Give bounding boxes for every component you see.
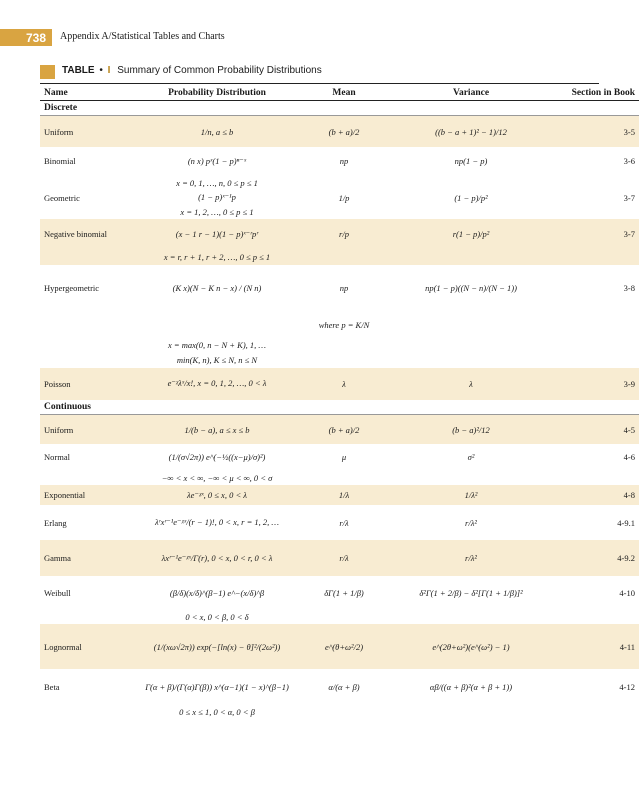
table-row [40,505,639,540]
row-mean [294,250,394,265]
row-variance: αβ/((α + β)²(α + β + 1)) [429,682,513,693]
table-row [40,368,639,400]
row-section: 4-6 [623,452,635,463]
row-name: Hypergeometric [44,283,100,294]
row-mean: e^(θ+ω²/2) [294,624,394,669]
caption-label: TABLE [62,65,95,76]
table-row [40,176,639,190]
row-section: 4-11 [548,624,639,669]
row-variance: σ² [467,452,475,463]
distribution-table [40,86,635,719]
row-variance [394,470,548,485]
row-mean: r/λ [339,517,349,528]
row-variance: np(1 − p)((N − n)/(N − 1)) [425,283,517,294]
row-section: 4-8 [548,485,639,505]
row-variance: ((b − a + 1)² − 1)/12 [394,116,548,147]
row-distribution: 0 ≤ x ≤ 1, 0 < α, 0 < β [179,707,255,718]
table-row [40,250,639,265]
row-mean: where p = K/N [318,319,370,330]
row-section [548,352,639,368]
table-row [40,312,639,338]
row-distribution: 0 < x, 0 < β, 0 < δ [185,612,249,623]
table-row [40,610,639,624]
row-section [548,250,639,265]
col-mean: Mean [332,88,356,98]
row-variance [394,705,548,719]
row-distribution: −∞ < x < ∞, −∞ < μ < ∞, 0 < σ [161,472,273,483]
row-distribution: 1/(b − a), a ≤ x ≤ b [140,414,294,444]
page-number: 738 [0,29,52,46]
row-section: 4-12 [619,682,635,693]
table-caption [40,63,600,81]
row-name: Poisson [40,368,140,400]
table-row [40,485,639,505]
row-distribution: (1/(xω√2π)) exp(−[ln(x) − θ]²/(2ω²)) [140,624,294,669]
row-mean: δΓ(1 + 1/β) [324,588,364,599]
row-distribution: e⁻ᵡλˣ/x!, x = 0, 1, 2, …, 0 < λ [140,368,294,400]
row-variance [394,250,548,265]
row-distribution: (n x) pˣ(1 − p)ⁿ⁻ˣ [187,155,247,166]
table-row [40,265,639,312]
row-distribution: λxʳ⁻¹e⁻ᵡˣ/Γ(r), 0 < x, 0 < r, 0 < λ [140,540,294,576]
row-name [40,352,140,368]
row-name: Erlang [44,517,67,528]
row-name: Geometric [44,192,80,203]
table-top-rule [40,83,599,84]
table-row [40,576,639,610]
row-distribution: (K x)(N − K n − x) / (N n) [172,283,262,294]
row-name: Gamma [40,540,140,576]
row-variance: 1/λ² [394,485,548,505]
row-section [548,206,639,219]
row-distribution: min(K, n), K ≤ N, n ≤ N [176,354,258,365]
caption-number: I [107,65,111,76]
row-name: Binomial [44,156,76,167]
row-variance: (1 − p)/p² [454,192,488,203]
row-section [548,176,639,190]
row-mean: 1/λ [294,485,394,505]
row-section [548,610,639,624]
row-section [548,705,639,719]
caption-bullet: • [99,65,103,76]
col-name: Name [44,88,68,98]
row-mean: np [339,283,349,294]
row-name: Uniform [40,414,140,444]
row-variance: r(1 − p)/p² [394,219,548,250]
row-variance [394,312,548,338]
row-mean: (b + a)/2 [294,116,394,147]
section-discrete [40,101,639,116]
table-row [40,444,639,470]
row-distribution: (1/(σ√2π)) e^(−½((x−μ)/σ)²) [168,452,266,463]
row-mean: α/(α + β) [328,682,360,693]
row-name [40,470,140,485]
row-mean [294,352,394,368]
caption-title: Summary of Common Probability Distributions [117,65,322,76]
row-variance [394,176,548,190]
table-row [40,338,639,352]
row-distribution [140,312,294,338]
row-section: 3-9 [548,368,639,400]
table-row [40,147,639,176]
row-name [40,206,140,219]
col-distribution: Probability Distribution [168,88,266,98]
row-mean: λ [294,368,394,400]
row-variance: λ [394,368,548,400]
row-name: Beta [44,682,60,693]
section-continuous-label: Continuous [40,400,639,415]
row-distribution: 1/n, a ≤ b [140,116,294,147]
row-section [548,470,639,485]
row-mean: 1/p [338,192,350,203]
running-head: Appendix A/Statistical Tables and Charts [60,31,225,42]
table-row [40,669,639,705]
row-name [40,176,140,190]
row-distribution: λe⁻ᵡˣ, 0 ≤ x, 0 < λ [140,485,294,505]
table-row [40,116,639,147]
header-row [40,86,639,101]
row-variance [394,610,548,624]
row-variance: δ²Γ(1 + 2/β) − δ²[Γ(1 + 1/β)]² [419,588,523,599]
row-section: 3-7 [623,192,635,203]
row-distribution: x = 0, 1, …, n, 0 ≤ p ≤ 1 [176,177,258,188]
row-distribution: (1 − p)ˣ⁻¹p [198,192,236,203]
row-distribution: x = max(0, n − N + K), 1, … [168,339,266,350]
table-row [40,190,639,206]
row-mean: μ [341,452,347,463]
row-section: 3-8 [623,283,635,294]
table-row [40,624,639,669]
row-variance [394,352,548,368]
col-section: Section in Book [571,88,635,98]
row-section: 3-6 [623,156,635,167]
row-distribution: (β/δ)(x/δ)^(β−1) e^−(x/δ)^β [169,588,265,599]
row-distribution: x = 1, 2, …, 0 ≤ p ≤ 1 [180,207,254,218]
row-name: Lognormal [40,624,140,669]
row-distribution: (x − 1 r − 1)(1 − p)ˣ⁻ʳpʳ [140,219,294,250]
row-section: 4-9.2 [548,540,639,576]
row-distribution: λʳxʳ⁻¹e⁻ᵡˣ/(r − 1)!, 0 < x, r = 1, 2, … [155,517,279,528]
row-variance: r/λ² [394,540,548,576]
table-row [40,352,639,368]
section-continuous [40,400,639,415]
row-name [40,705,140,719]
table-row [40,705,639,719]
row-name [40,312,140,338]
row-section: 4-10 [619,588,635,599]
table-row [40,470,639,485]
row-mean: (b + a)/2 [294,414,394,444]
row-mean [294,176,394,190]
row-section: 4-9.1 [617,517,635,528]
row-section [548,338,639,352]
row-mean [294,470,394,485]
row-name [40,338,140,352]
row-mean: r/p [294,219,394,250]
row-name: Weibull [44,588,71,599]
row-mean [294,705,394,719]
row-name [40,250,140,265]
row-variance: (b − a)²/12 [394,414,548,444]
row-mean: r/λ [294,540,394,576]
row-mean [294,610,394,624]
table-row [40,219,639,250]
table-row [40,540,639,576]
row-distribution: Γ(α + β)/(Γ(α)Γ(β)) x^(α−1)(1 − x)^(β−1) [145,682,289,693]
table-row [40,206,639,219]
row-section: 3-7 [548,219,639,250]
row-variance [394,338,548,352]
row-mean [294,338,394,352]
section-discrete-label: Discrete [40,101,639,116]
row-section: 3-5 [548,116,639,147]
row-mean: np [339,156,349,167]
row-variance: e^(2θ+ω²)(e^(ω²) − 1) [394,624,548,669]
row-distribution: x = r, r + 1, r + 2, …, 0 ≤ p ≤ 1 [140,250,294,265]
row-name: Exponential [40,485,140,505]
row-section [548,312,639,338]
row-variance: r/λ² [465,517,477,528]
col-variance: Variance [452,88,490,98]
row-variance [394,206,548,219]
page-header [0,29,639,46]
row-name: Normal [44,452,70,463]
row-variance: np(1 − p) [454,156,488,167]
row-name: Negative binomial [40,219,140,250]
row-mean [294,206,394,219]
row-name: Uniform [40,116,140,147]
row-name [40,610,140,624]
row-section: 4-5 [548,414,639,444]
table-row [40,414,639,444]
caption-marker [40,65,55,79]
